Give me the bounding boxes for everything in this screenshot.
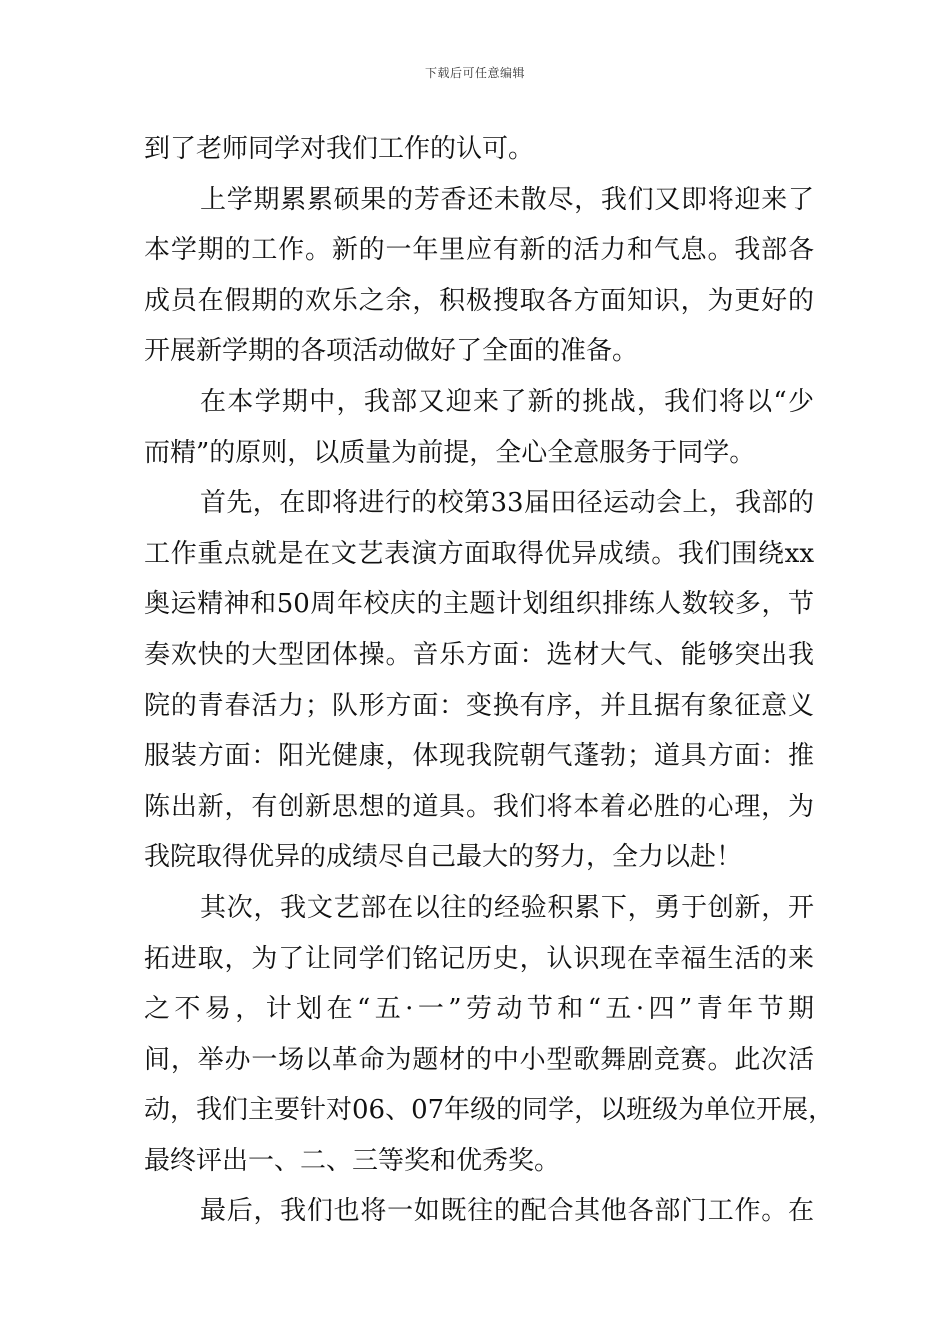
text-line: 成员在假期的欢乐之余，积极搜取各方面知识，为更好的	[144, 285, 814, 316]
text-line: 在本学期中，我部又迎来了新的挑战，我们将以“少	[200, 386, 814, 417]
text-line: 院的青春活力；队形方面：变换有序，并且据有象征意义	[144, 690, 814, 721]
text-line: 而精”的原则，以质量为前提，全心全意服务于同学。	[144, 437, 756, 468]
text-line: 之不易，计划在“五·一”劳动节和“五·四”青年节期	[144, 994, 814, 1025]
text-line: 动，我们主要针对06、07年级的同学，以班级为单位开展，	[144, 1095, 835, 1126]
text-line: 其次，我文艺部在以往的经验积累下，勇于创新，开	[200, 892, 814, 923]
text-line: 本学期的工作。新的一年里应有新的活力和气息。我部各	[144, 235, 814, 266]
text-line: 首先，在即将进行的校第33届田径运动会上，我部的	[200, 488, 814, 519]
text-line: 最终评出一、二、三等奖和优秀奖。	[144, 1145, 561, 1176]
text-line: 工作重点就是在文艺表演方面取得优异成绩。我们围绕xx	[144, 538, 814, 569]
text-line: 陈出新，有创新思想的道具。我们将本着必胜的心理，为	[144, 791, 814, 822]
text-line: 到了老师同学对我们工作的认可。	[144, 134, 535, 164]
document-body	[144, 124, 835, 1237]
text-line: 上学期累累硕果的芳香还未散尽，我们又即将迎来了	[200, 184, 814, 215]
text-line: 奥运精神和50周年校庆的主题计划组织排练人数较多，节	[144, 589, 814, 620]
text-line: 奏欢快的大型团体操。音乐方面：选材大气、能够突出我	[144, 639, 814, 670]
text-line: 拓进取，为了让同学们铭记历史，认识现在幸福生活的来	[144, 943, 814, 974]
text-line: 间，举办一场以革命为题材的中小型歌舞剧竞赛。此次活	[144, 1044, 814, 1075]
text-line: 服装方面：阳光健康，体现我院朝气蓬勃；道具方面：推	[144, 741, 814, 772]
page-header: 下载后可任意编辑	[424, 66, 525, 80]
text-line: 我院取得优异的成绩尽自己最大的努力，全力以赴！	[144, 842, 743, 873]
text-line: 开展新学期的各项活动做好了全面的准备。	[144, 336, 639, 367]
text-line: 最后，我们也将一如既往的配合其他各部门工作。在	[200, 1196, 814, 1227]
